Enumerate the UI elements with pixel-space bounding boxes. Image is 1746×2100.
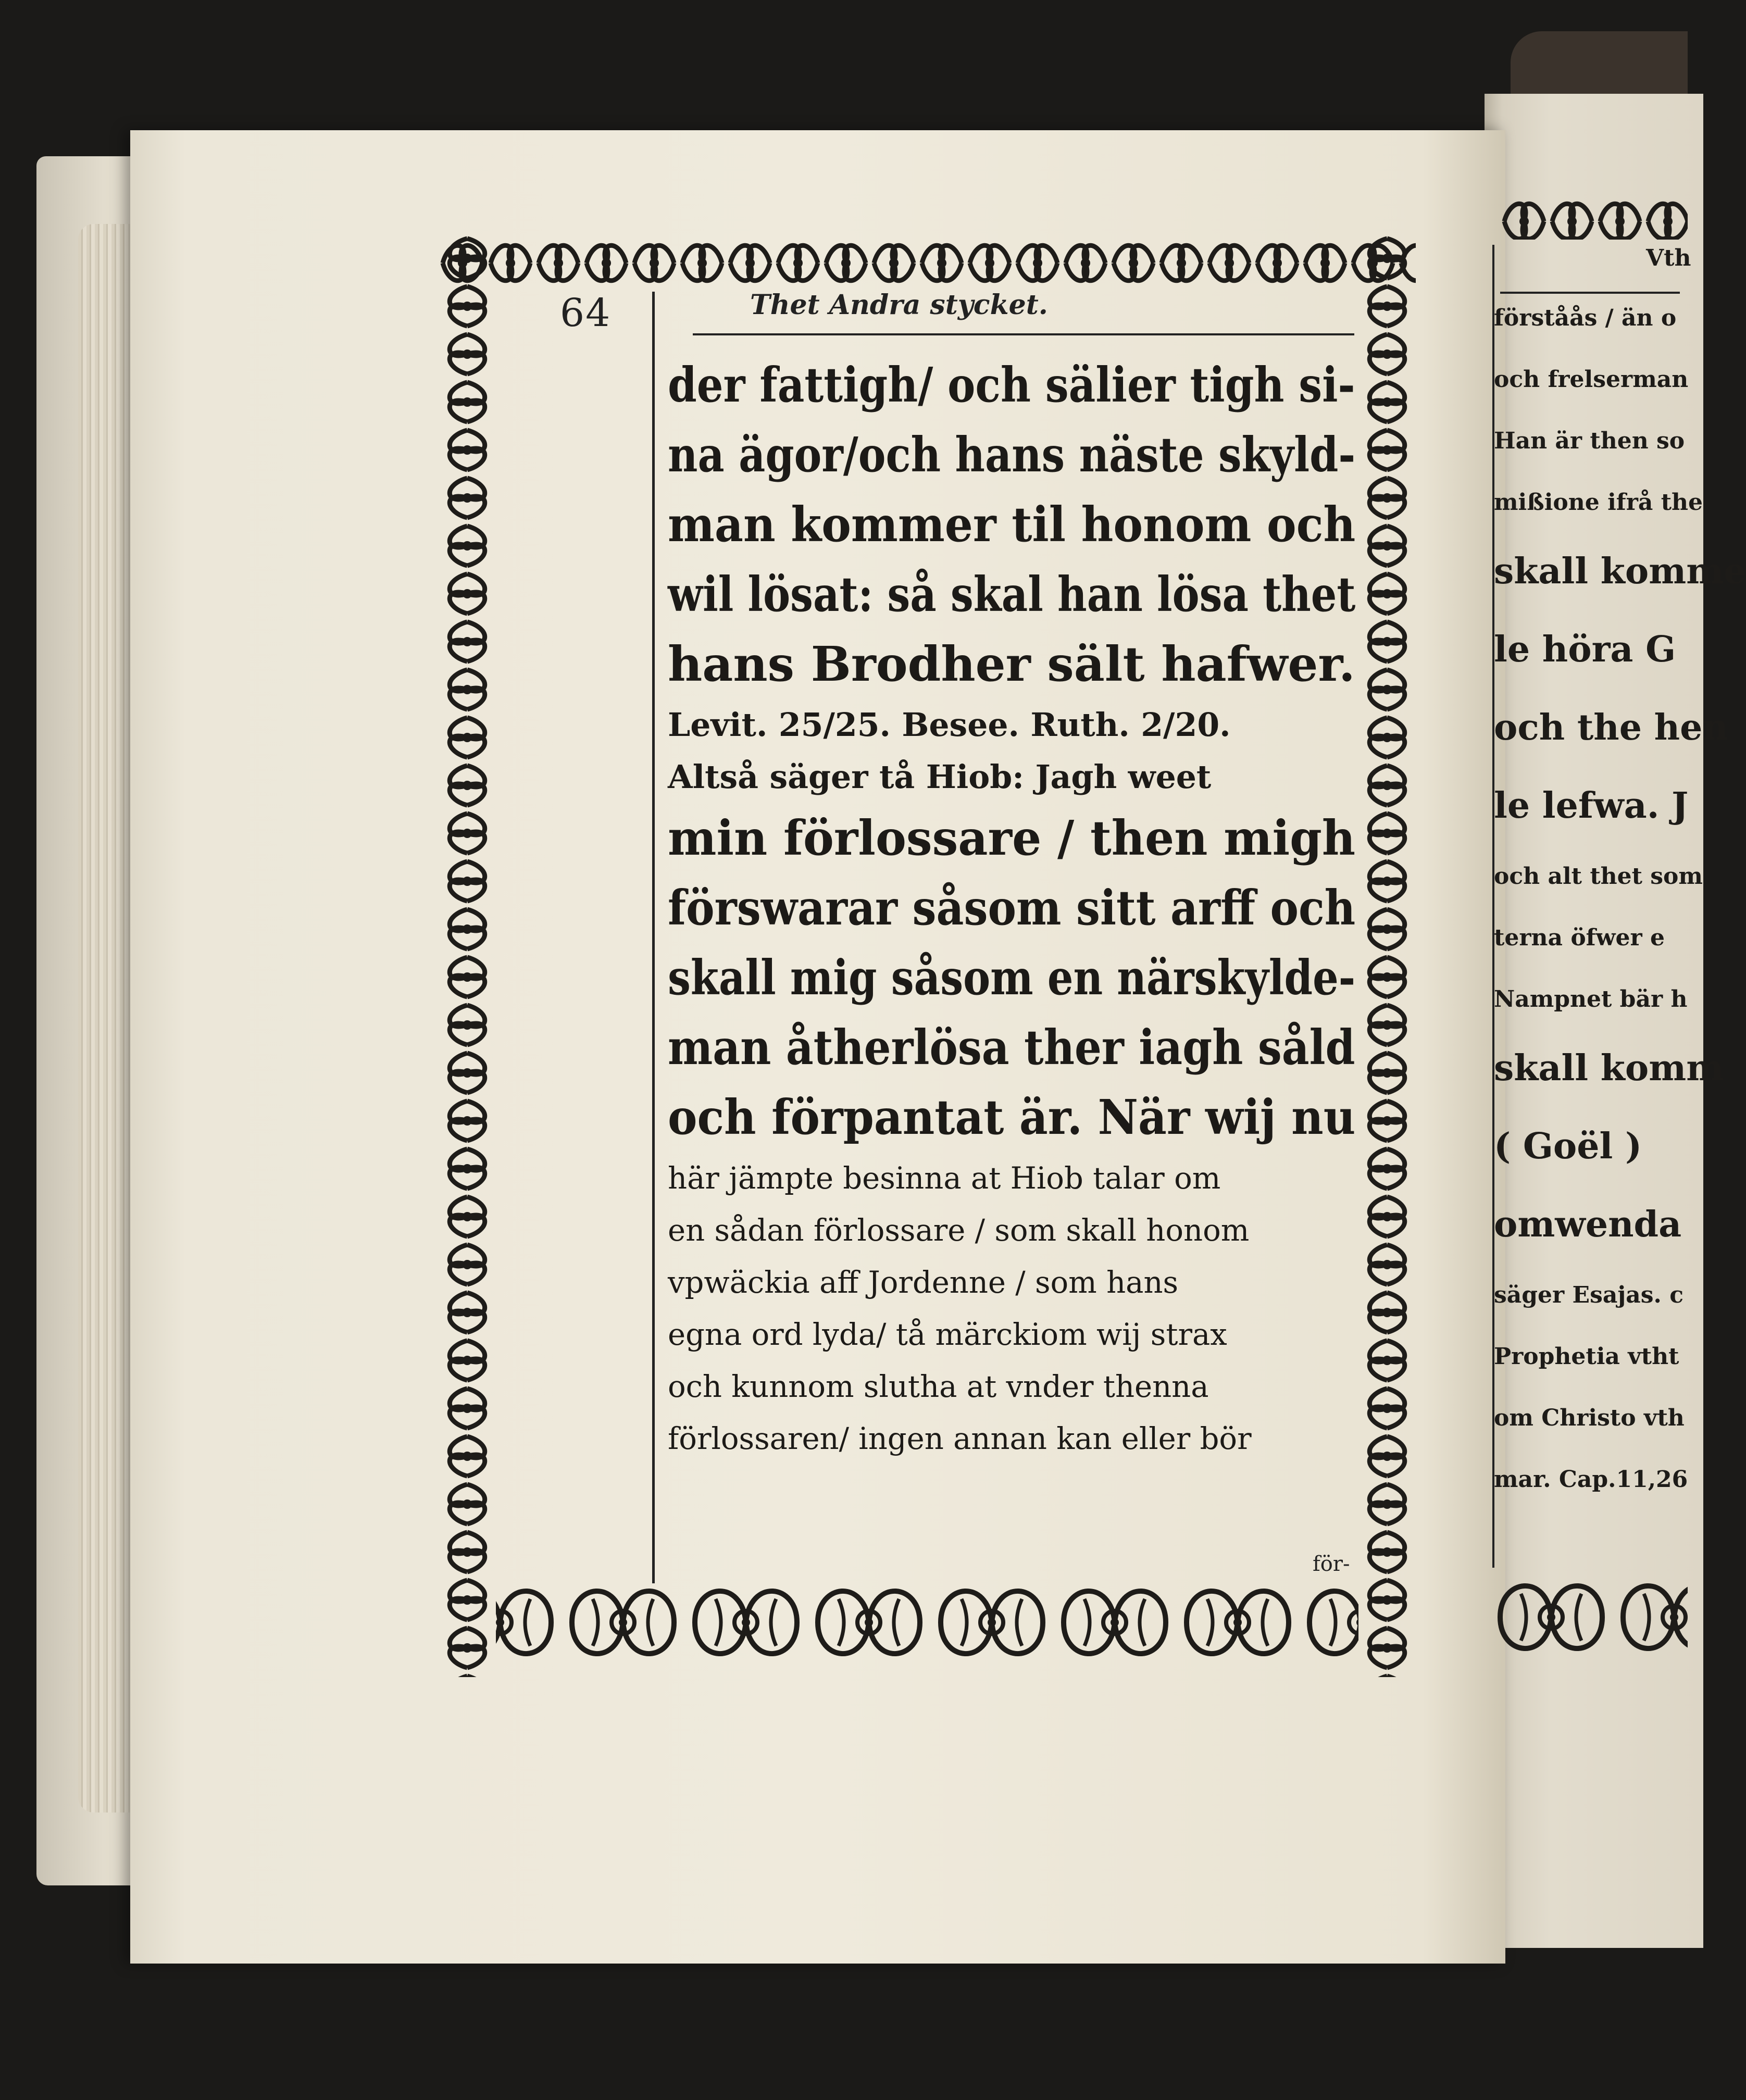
catchword: för- (1313, 1552, 1350, 1576)
page-number: 64 (560, 291, 612, 335)
facing-ornament-bottom (1490, 1562, 1688, 1661)
text-line: och förpantat är. När wij nu (668, 1089, 1356, 1145)
facing-header-rule (1500, 292, 1680, 294)
facing-running-head: Vth (1646, 245, 1691, 271)
text-line: na ägor/och hans näste skyld- (668, 427, 1356, 483)
facing-text-line: omwenda (1494, 1204, 1682, 1245)
text-line: wil lösat: så skal han lösa thet (668, 566, 1356, 622)
facing-text-line: Prophetia vtht (1494, 1343, 1679, 1370)
text-line: en sådan förlossare / som skall honom (668, 1212, 1250, 1248)
facing-text-line: Nampnet bär h (1494, 986, 1688, 1013)
text-line: min förlossare / then migh (668, 810, 1356, 866)
facing-text-line: och the hen (1494, 707, 1728, 748)
text-line: Levit. 25/25. Besee. Ruth. 2/20. (668, 706, 1231, 744)
ornament-top (439, 234, 1416, 292)
text-line: egna ord lyda/ tå märckiom wij strax (668, 1317, 1227, 1352)
text-line: man kommer til honom och (668, 496, 1356, 553)
facing-text-line: skall komm (1494, 1047, 1724, 1089)
ornament-left (439, 234, 496, 1677)
facing-text-line: Han är then so (1494, 428, 1685, 454)
facing-text-line: le lefwa. J (1494, 785, 1689, 827)
facing-text-line: le höra G (1494, 629, 1676, 670)
facing-text-line: mißione ifrå the (1494, 489, 1703, 516)
margin-rule (652, 292, 655, 1583)
text-line: der fattigh/ och sälier tigh si- (668, 357, 1355, 413)
running-head: Thet Andra stycket. (750, 289, 1048, 321)
text-line: och kunnom slutha at vnder thenna (668, 1369, 1209, 1404)
ornament-bottom (439, 1568, 1416, 1677)
facing-ornament-top (1500, 193, 1688, 240)
facing-text-line: förståås / än o (1494, 305, 1677, 331)
ornament-right (1358, 234, 1416, 1677)
text-line: skall mig såsom en närskylde- (668, 949, 1356, 1006)
facing-text-line: och alt thet som (1494, 863, 1703, 890)
header-rule (693, 333, 1354, 335)
facing-text-line: om Christo vth (1494, 1405, 1685, 1431)
text-line: vpwäckia aff Jordenne / som hans (668, 1265, 1179, 1300)
text-line: hans Brodher sält hafwer. (668, 636, 1355, 692)
text-line: man åtherlösa ther iagh såld (668, 1019, 1355, 1076)
facing-text-line: skall komme (1494, 551, 1746, 592)
text-line: förlossaren/ ingen annan kan eller bör (668, 1421, 1252, 1456)
text-line: Altså säger tå Hiob: Jagh weet (668, 758, 1212, 796)
text-line: här jämpte besinna at Hiob talar om (668, 1160, 1221, 1196)
facing-text-line: ( Goël ) (1494, 1126, 1642, 1167)
facing-text-line: terna öfwer e (1494, 924, 1665, 951)
body-text (668, 350, 1361, 1465)
facing-text-line: säger Esajas. c (1494, 1282, 1683, 1308)
facing-text-line: mar. Cap.11,26 (1494, 1466, 1688, 1493)
text-line: förswarar såsom sitt arff och (668, 880, 1356, 936)
facing-text-line: och frelserman (1494, 366, 1689, 393)
